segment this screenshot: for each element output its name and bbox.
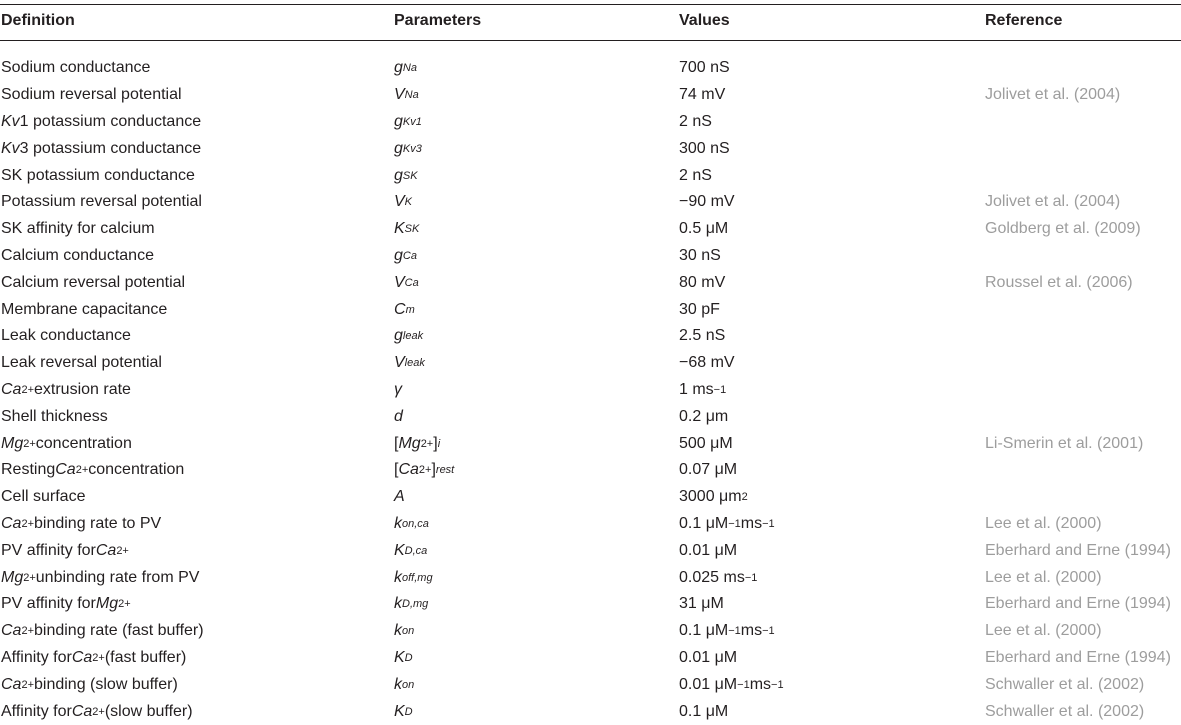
table-row: [0, 537, 1181, 564]
value-main: 0.1 μM: [679, 514, 729, 532]
definition-symbol: Ca: [1, 622, 22, 640]
cell-parameter: [394, 484, 405, 511]
definition-superscript: 2+: [92, 651, 105, 664]
parameter-symbol: γ: [394, 380, 402, 398]
cell-definition: Sodium reversal potential: [1, 86, 182, 104]
cell-definition: [1, 537, 129, 564]
cell-parameter: [394, 135, 422, 162]
cell-reference: Lee et al. (2000): [985, 622, 1102, 640]
cell-value: −90 mV: [679, 193, 735, 211]
cell-value: 2.5 nS: [679, 327, 726, 345]
value-main: 0.01 μM: [679, 675, 738, 693]
cell-reference: Lee et al. (2000): [985, 514, 1102, 532]
table-row: [0, 269, 1181, 296]
cell-reference: Roussel et al. (2006): [985, 273, 1133, 291]
cell-definition: Calcium reversal potential: [1, 273, 186, 291]
cell-reference: Lee et al. (2000): [985, 568, 1102, 586]
definition-rest: unbinding rate from PV: [35, 568, 200, 586]
cell-definition: Shell thickness: [1, 407, 108, 425]
value-main: 0.025 ms: [679, 568, 745, 586]
cell-parameter: [394, 350, 425, 377]
parameter-symbol: k: [394, 568, 402, 586]
parameter-symbol: V: [394, 193, 405, 211]
parameter-symbol: g: [394, 139, 403, 157]
parameter-subscript: leak: [404, 357, 425, 370]
parameter-symbol: k: [394, 675, 402, 693]
value-superscript: −1: [762, 625, 775, 638]
value-tail: ms: [740, 622, 763, 640]
cell-value: 30 pF: [679, 300, 720, 318]
cell-reference: Jolivet et al. (2004): [985, 86, 1121, 104]
definition-superscript: 2+: [21, 625, 34, 638]
definition-rest: (slow buffer): [104, 702, 193, 720]
cell-parameter: [394, 698, 413, 725]
parameter-subscript: rest: [435, 464, 455, 477]
parameter-subscript: on,ca: [402, 517, 429, 530]
cell-value: 0.01 μM: [679, 541, 738, 559]
cell-parameter: [394, 618, 414, 645]
cell-definition: [1, 645, 186, 672]
parameter-symbol: K: [394, 220, 405, 238]
definition-symbol: Kv: [1, 139, 20, 157]
cell-definition: Leak conductance: [1, 327, 131, 345]
parameter-subscript: i: [437, 437, 441, 450]
cell-parameter: [394, 216, 419, 243]
cell-parameter: [394, 109, 422, 136]
definition-symbol: Mg: [1, 568, 24, 586]
value-tail: ms: [740, 514, 763, 532]
definition-superscript: 2+: [75, 464, 89, 477]
cell-reference: Li-Smerin et al. (2001): [985, 434, 1144, 452]
cell-parameter: [394, 323, 423, 350]
table-row: [0, 591, 1181, 618]
cell-value: 700 nS: [679, 59, 730, 77]
cell-parameter: [394, 55, 417, 82]
parameter-subscript: Na: [404, 89, 419, 102]
cell-definition: Potassium reversal potential: [1, 193, 202, 211]
parameter-symbol: K: [394, 541, 405, 559]
header-parameters: Parameters: [394, 12, 482, 29]
definition-rest: extrusion rate: [34, 380, 131, 398]
parameter-symbol: V: [394, 354, 405, 372]
cell-definition: Membrane capacitance: [1, 300, 168, 318]
value-main: 0.1 μM: [679, 622, 729, 640]
value-superscript: −1: [713, 383, 727, 396]
value-superscript: −1: [728, 517, 741, 530]
header-reference: Reference: [985, 12, 1063, 29]
definition-superscript: 2+: [116, 544, 129, 557]
cell-value: 30 nS: [679, 246, 721, 264]
parameter-symbol: K: [394, 648, 405, 666]
cell-definition: [1, 698, 193, 725]
table-row: [0, 296, 1181, 323]
definition-prefix: PV affinity for: [1, 541, 96, 559]
table-row: [0, 430, 1181, 457]
parameter-symbol: g: [394, 112, 403, 130]
cell-parameter: [394, 511, 429, 538]
cell-value: [679, 671, 784, 698]
cell-value: 300 nS: [679, 139, 730, 157]
value-superscript: −1: [762, 517, 775, 530]
definition-symbol: Ca: [1, 514, 22, 532]
definition-symbol: Mg: [95, 595, 119, 613]
cell-definition: SK affinity for calcium: [1, 220, 155, 238]
definition-superscript: 2+: [118, 598, 131, 611]
cell-value: 0.07 μM: [679, 461, 738, 479]
cell-parameter: [394, 82, 419, 109]
table-row: [0, 243, 1181, 270]
definition-rest: binding (slow buffer): [34, 675, 178, 693]
parameter-subscript: D: [404, 651, 413, 664]
header-values: Values: [679, 12, 730, 29]
cell-value: [679, 511, 775, 538]
cell-definition: [1, 377, 131, 404]
parameter-symbol: V: [394, 273, 405, 291]
cell-parameter: [394, 269, 419, 296]
definition-rest: binding rate to PV: [34, 514, 162, 532]
parameter-symbol: Ca: [398, 461, 419, 479]
table-row: [0, 323, 1181, 350]
parameter-symbol: k: [394, 595, 402, 613]
definition-prefix: Affinity for: [1, 648, 72, 666]
top-rule: [0, 4, 1181, 5]
definition-rest: 1 potassium conductance: [19, 112, 202, 130]
table-row: [0, 189, 1181, 216]
table-row: [0, 564, 1181, 591]
parameter-symbol: d: [394, 407, 403, 425]
parameter-subscript: SK: [404, 223, 420, 236]
table-header: [0, 6, 1181, 36]
definition-rest: binding rate (fast buffer): [34, 622, 204, 640]
cell-value: 31 μM: [679, 595, 724, 613]
cell-parameter: [394, 671, 414, 698]
table-row: [0, 671, 1181, 698]
cell-definition: Leak reversal potential: [1, 354, 162, 372]
cell-definition: [1, 135, 201, 162]
parameter-subscript: D: [404, 705, 413, 718]
parameter-symbol: V: [394, 86, 405, 104]
parameter-symbol: Mg: [398, 434, 421, 452]
cell-parameter: [394, 162, 418, 189]
table-row: [0, 350, 1181, 377]
parameter-subscript: on: [402, 678, 415, 691]
cell-parameter: [394, 457, 454, 484]
definition-superscript: 2+: [21, 383, 34, 396]
value-main: 3000 μm: [679, 488, 742, 506]
table-row: [0, 135, 1181, 162]
table-row: [0, 618, 1181, 645]
value-superscript: −1: [771, 678, 784, 691]
cell-parameter: [394, 645, 413, 672]
definition-superscript: 2+: [21, 678, 34, 691]
parameter-subscript: D,ca: [404, 544, 428, 557]
parameter-bracket-close: ]: [433, 434, 438, 452]
cell-definition: Cell surface: [1, 488, 86, 506]
parameter-subscript: Ca: [402, 249, 417, 262]
cell-parameter: [394, 377, 402, 404]
value-superscript: −1: [728, 625, 741, 638]
parameter-symbol: C: [394, 300, 406, 318]
table-row: [0, 457, 1181, 484]
cell-value: 0.2 μm: [679, 407, 729, 425]
cell-value: [679, 484, 748, 511]
table-row: [0, 216, 1181, 243]
table-row: [0, 82, 1181, 109]
parameter-bracket-close: ]: [431, 461, 436, 479]
parameter-subscript: D,mg: [402, 598, 429, 611]
parameter-subscript: SK: [402, 169, 418, 182]
table-row: [0, 109, 1181, 136]
definition-symbol: Ca: [71, 648, 93, 666]
cell-value: [679, 618, 775, 645]
cell-parameter: [394, 564, 433, 591]
parameter-subscript: Kv1: [402, 115, 422, 128]
cell-definition: [1, 109, 201, 136]
parameter-symbol: k: [394, 514, 402, 532]
definition-superscript: 2+: [21, 517, 34, 530]
cell-parameter: [394, 296, 415, 323]
cell-definition: [1, 671, 178, 698]
table-row: [0, 162, 1181, 189]
cell-value: 80 mV: [679, 273, 726, 291]
header-definition: Definition: [1, 12, 75, 29]
definition-symbol: Ca: [55, 461, 76, 479]
parameter-subscript: on: [402, 625, 415, 638]
cell-definition: SK potassium conductance: [1, 166, 195, 184]
parameter-subscript: m: [405, 303, 415, 316]
definition-symbol: Ca: [1, 380, 22, 398]
table-row: [0, 698, 1181, 725]
table-row: [0, 377, 1181, 404]
parameter-bracket-open: [: [394, 434, 399, 452]
definition-symbol: Ca: [1, 675, 22, 693]
cell-definition: [1, 564, 199, 591]
definition-prefix: Resting: [1, 461, 56, 479]
parameter-symbol: k: [394, 622, 402, 640]
cell-value: 74 mV: [679, 86, 726, 104]
table-row: [0, 55, 1181, 82]
parameter-superscript: 2+: [418, 464, 432, 477]
parameter-subscript: off,mg: [402, 571, 433, 584]
parameter-subscript: leak: [402, 330, 424, 343]
parameter-symbol: g: [394, 246, 403, 264]
cell-value: 0.5 μM: [679, 220, 729, 238]
table-row: [0, 511, 1181, 538]
cell-reference: Schwaller et al. (2002): [985, 675, 1145, 693]
cell-reference: Schwaller et al. (2002): [985, 702, 1145, 720]
table-row: [0, 484, 1181, 511]
cell-parameter: [394, 403, 403, 430]
cell-value: −68 mV: [679, 354, 735, 372]
parameter-symbol: g: [394, 166, 403, 184]
parameter-subscript: Ca: [404, 276, 419, 289]
cell-reference: Jolivet et al. (2004): [985, 193, 1121, 211]
cell-value: 2 nS: [679, 112, 712, 130]
definition-superscript: 2+: [92, 705, 105, 718]
cell-reference: Eberhard and Erne (1994): [985, 541, 1171, 559]
cell-parameter: [394, 189, 412, 216]
parameter-symbol: K: [394, 702, 405, 720]
value-main: 1 ms: [679, 380, 714, 398]
definition-rest: (fast buffer): [104, 648, 187, 666]
parameter-subscript: Na: [402, 62, 417, 75]
cell-parameter: [394, 243, 417, 270]
definition-superscript: 2+: [23, 571, 36, 584]
definition-symbol: Kv: [1, 112, 20, 130]
parameter-superscript: 2+: [420, 437, 434, 450]
cell-value: 2 nS: [679, 166, 712, 184]
table-row: [0, 403, 1181, 430]
cell-value: 0.01 μM: [679, 648, 738, 666]
cell-definition: [1, 457, 184, 484]
cell-value: 500 μM: [679, 434, 733, 452]
cell-definition: [1, 511, 161, 538]
parameter-symbol: g: [394, 59, 403, 77]
definition-rest: 3 potassium conductance: [19, 139, 202, 157]
cell-parameter: [394, 591, 428, 618]
cell-parameter: [394, 537, 427, 564]
definition-rest: concentration: [35, 434, 132, 452]
cell-definition: [1, 430, 132, 457]
value-superscript: −1: [737, 678, 750, 691]
header-rule: [0, 40, 1181, 41]
cell-reference: Eberhard and Erne (1994): [985, 648, 1171, 666]
cell-definition: [1, 591, 131, 618]
cell-definition: Calcium conductance: [1, 246, 154, 264]
parameter-subscript: K: [404, 196, 413, 209]
table-row: [0, 645, 1181, 672]
value-tail: ms: [749, 675, 772, 693]
cell-reference: Goldberg et al. (2009): [985, 220, 1141, 238]
cell-value: 0.1 μM: [679, 702, 729, 720]
definition-prefix: PV affinity for: [1, 595, 96, 613]
cell-value: [679, 377, 726, 404]
definition-rest: concentration: [88, 461, 185, 479]
parameter-subscript: Kv3: [402, 142, 422, 155]
definition-superscript: 2+: [23, 437, 36, 450]
parameter-symbol: g: [394, 327, 403, 345]
cell-value: [679, 564, 757, 591]
parameter-symbol: A: [394, 488, 405, 506]
definition-symbol: Ca: [71, 702, 93, 720]
cell-definition: [1, 618, 204, 645]
cell-reference: Eberhard and Erne (1994): [985, 595, 1171, 613]
definition-prefix: Affinity for: [1, 702, 72, 720]
value-superscript: 2: [741, 491, 748, 504]
cell-parameter: [394, 430, 440, 457]
parameter-bracket-open: [: [394, 461, 399, 479]
definition-symbol: Mg: [1, 434, 24, 452]
cell-definition: Sodium conductance: [1, 59, 151, 77]
value-superscript: −1: [744, 571, 758, 584]
definition-symbol: Ca: [95, 541, 117, 559]
